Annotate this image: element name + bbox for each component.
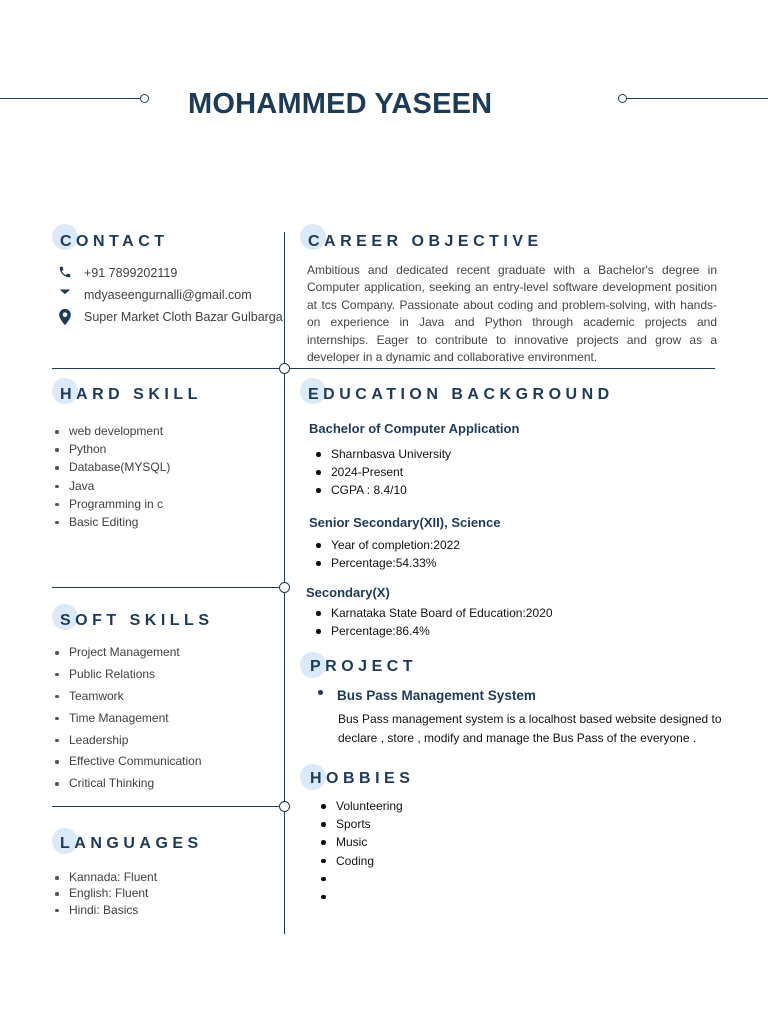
list-item: Karnataka State Board of Education:2020	[315, 606, 553, 624]
list-item: Teamwork	[54, 689, 202, 711]
list-item: Programming in c	[54, 497, 170, 515]
section-title-hobbies: HOBBIES	[310, 770, 415, 787]
header-line-right	[626, 98, 768, 99]
phone-icon	[58, 265, 72, 279]
list-item: Time Management	[54, 711, 202, 733]
soft-skills-list	[54, 645, 202, 798]
project-name: Bus Pass Management System	[337, 688, 536, 703]
languages-list	[54, 870, 157, 919]
location-pin-icon	[58, 308, 72, 326]
list-item: Public Relations	[54, 667, 202, 689]
list-item: Music	[320, 835, 403, 853]
section-title-contact: CONTACT	[60, 233, 169, 250]
education-degree-2-list	[315, 538, 460, 574]
education-degree-3-title: Secondary(X)	[306, 585, 390, 600]
list-item: Percentage:86.4%	[315, 624, 553, 642]
list-item: Java	[54, 479, 170, 497]
education-degree-3-list	[315, 606, 553, 642]
list-item: Project Management	[54, 645, 202, 667]
education-degree-1-list	[315, 447, 451, 502]
list-item	[320, 890, 403, 908]
section-title-languages: LANGUAGES	[60, 835, 203, 852]
list-item: Year of completion:2022	[315, 538, 460, 556]
education-degree-1-title: Bachelor of Computer Application	[309, 421, 520, 436]
list-item: Hindi: Basics	[54, 903, 157, 919]
section-title-education: EDUCATION BACKGROUND	[308, 386, 614, 403]
list-item: Kannada: Fluent	[54, 870, 157, 886]
list-item: Volunteering	[320, 799, 403, 817]
divider-hard-skill	[52, 587, 284, 588]
education-degree-2-title: Senior Secondary(XII), Science	[309, 515, 501, 530]
list-item	[320, 872, 403, 890]
hobbies-list	[320, 799, 403, 908]
divider-node-2	[279, 582, 290, 593]
list-item: CGPA : 8.4/10	[315, 483, 451, 501]
contact-email: mdyaseengurnalli@gmail.com	[84, 288, 252, 302]
hard-skill-list	[54, 424, 170, 533]
section-title-hard-skill: HARD SKILL	[60, 386, 202, 403]
page-title: MOHAMMED YASEEN	[188, 88, 493, 120]
list-item: Sports	[320, 817, 403, 835]
divider-contact	[52, 368, 715, 369]
divider-node-1	[279, 363, 290, 374]
divider-node-3	[279, 801, 290, 812]
list-item: 2024-Present	[315, 465, 451, 483]
contact-phone: +91 7899202119	[84, 266, 178, 280]
list-item: Effective Communication	[54, 754, 202, 776]
project-bullet	[318, 690, 323, 695]
list-item: English: Fluent	[54, 886, 157, 902]
email-icon	[58, 286, 72, 300]
section-title-project: PROJECT	[310, 658, 418, 675]
list-item: Coding	[320, 854, 403, 872]
list-item: Critical Thinking	[54, 776, 202, 798]
project-description: Bus Pass management system is a localhost based website designed to declare , store , modify and manage the Bus Pass of the everyone .	[338, 712, 722, 745]
list-item: Python	[54, 442, 170, 460]
list-item: Basic Editing	[54, 515, 170, 533]
career-objective-text: Ambitious and dedicated recent graduate with a Bachelor's degree in Computer application, seeking an entry-level software development position at tcs Company. Passionate about coding and problem-solving, with hands-on experience in Java and Python through academic projects and internships. Eager to contribute to innovative projects and grow as a developer in a dynamic and collaborative environment.	[307, 263, 717, 365]
header-line-left	[0, 98, 140, 99]
section-title-career: CAREER OBJECTIVE	[308, 233, 543, 250]
contact-address: Super Market Cloth Bazar Gulbarga	[84, 310, 283, 324]
list-item: Leadership	[54, 733, 202, 755]
list-item: web development	[54, 424, 170, 442]
list-item: Percentage:54.33%	[315, 556, 460, 574]
divider-soft-skills	[52, 806, 284, 807]
section-title-soft-skills: SOFT SKILLS	[60, 612, 214, 629]
header-line-left-knob	[140, 94, 149, 103]
list-item: Database(MYSQL)	[54, 460, 170, 478]
list-item: Sharnbasva University	[315, 447, 451, 465]
